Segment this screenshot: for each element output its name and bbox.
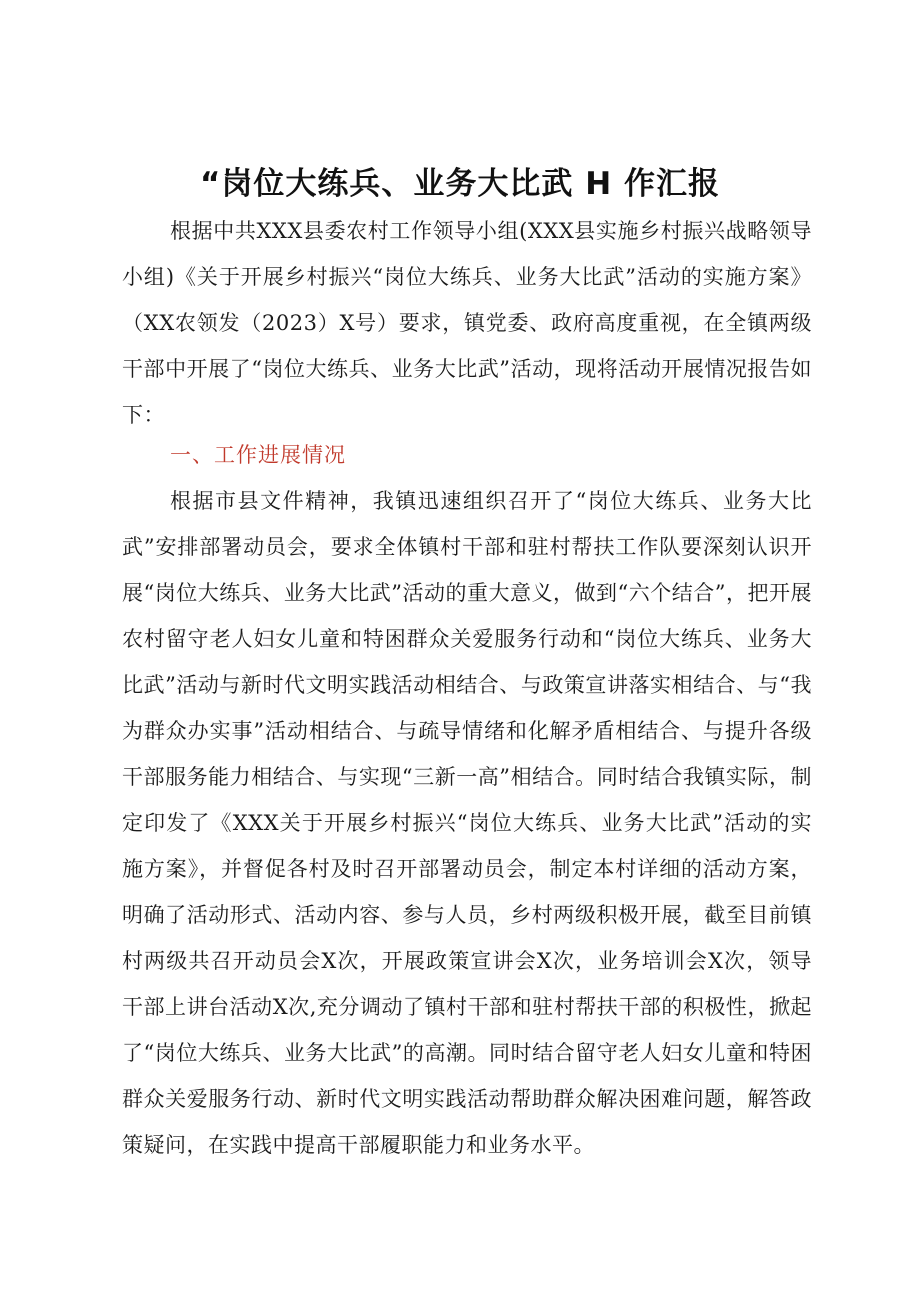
- section-paragraph-progress: 根据市县文件精神，我镇迅速组织召开了“岗位大练兵、业务大比武”安排部署动员会，要求全体镇村干部和驻村帮扶工作队要深刻认识开展“岗位大练兵、业务大比武”活动的重大意义，做到“六个结合”，把开展农村留守老人妇女儿童和特困群众关爱服务行动和“岗位大练兵、业务大比武”活动与新时代文明实践活动相结合、与政策宣讲落实相结合、与“我为群众办实事”活动相结合、与疏导情绪和化解矛盾相结合、与提升各级干部服务能力相结合、与实现“三新一高”相结合。同时结合我镇实际，制定印发了《XXX关于开展乡村振兴“岗位大练兵、业务大比武”活动的实施方案》，并督促各村及时召开部署动员会，制定本村详细的活动方案，明确了活动形式、活动内容、参与人员，乡村两级积极开展，截至目前镇村两级共召开动员会X次，开展政策宣讲会X次，业务培训会X次，领导干部上讲台活动X次,充分调动了镇村干部和驻村帮扶干部的积极性，掀起了“岗位大练兵、业务大比武”的高潮。同时结合留守老人妇女儿童和特困群众关爱服务行动、新时代文明实践活动帮助群众解决困难问题，解答政策疑问，在实践中提高干部履职能力和业务水平。: [122, 489, 812, 1157]
- section-heading-progress: 一、工作进展情况: [170, 443, 346, 467]
- document-title: “岗位大练兵、业务大比武 H 作汇报: [200, 166, 720, 202]
- intro-paragraph: 根据中共XXX县委农村工作领导小组(XXX县实施乡村振兴战略领导小组)《关于开展乡村振兴“岗位大练兵、业务大比武”活动的实施方案》（XX农领发（2023）X号）要求，镇党委、政府高度重视，在全镇两级干部中开展了“岗位大练兵、业务大比武”活动，现将活动开展情况报告如下：: [122, 219, 812, 427]
